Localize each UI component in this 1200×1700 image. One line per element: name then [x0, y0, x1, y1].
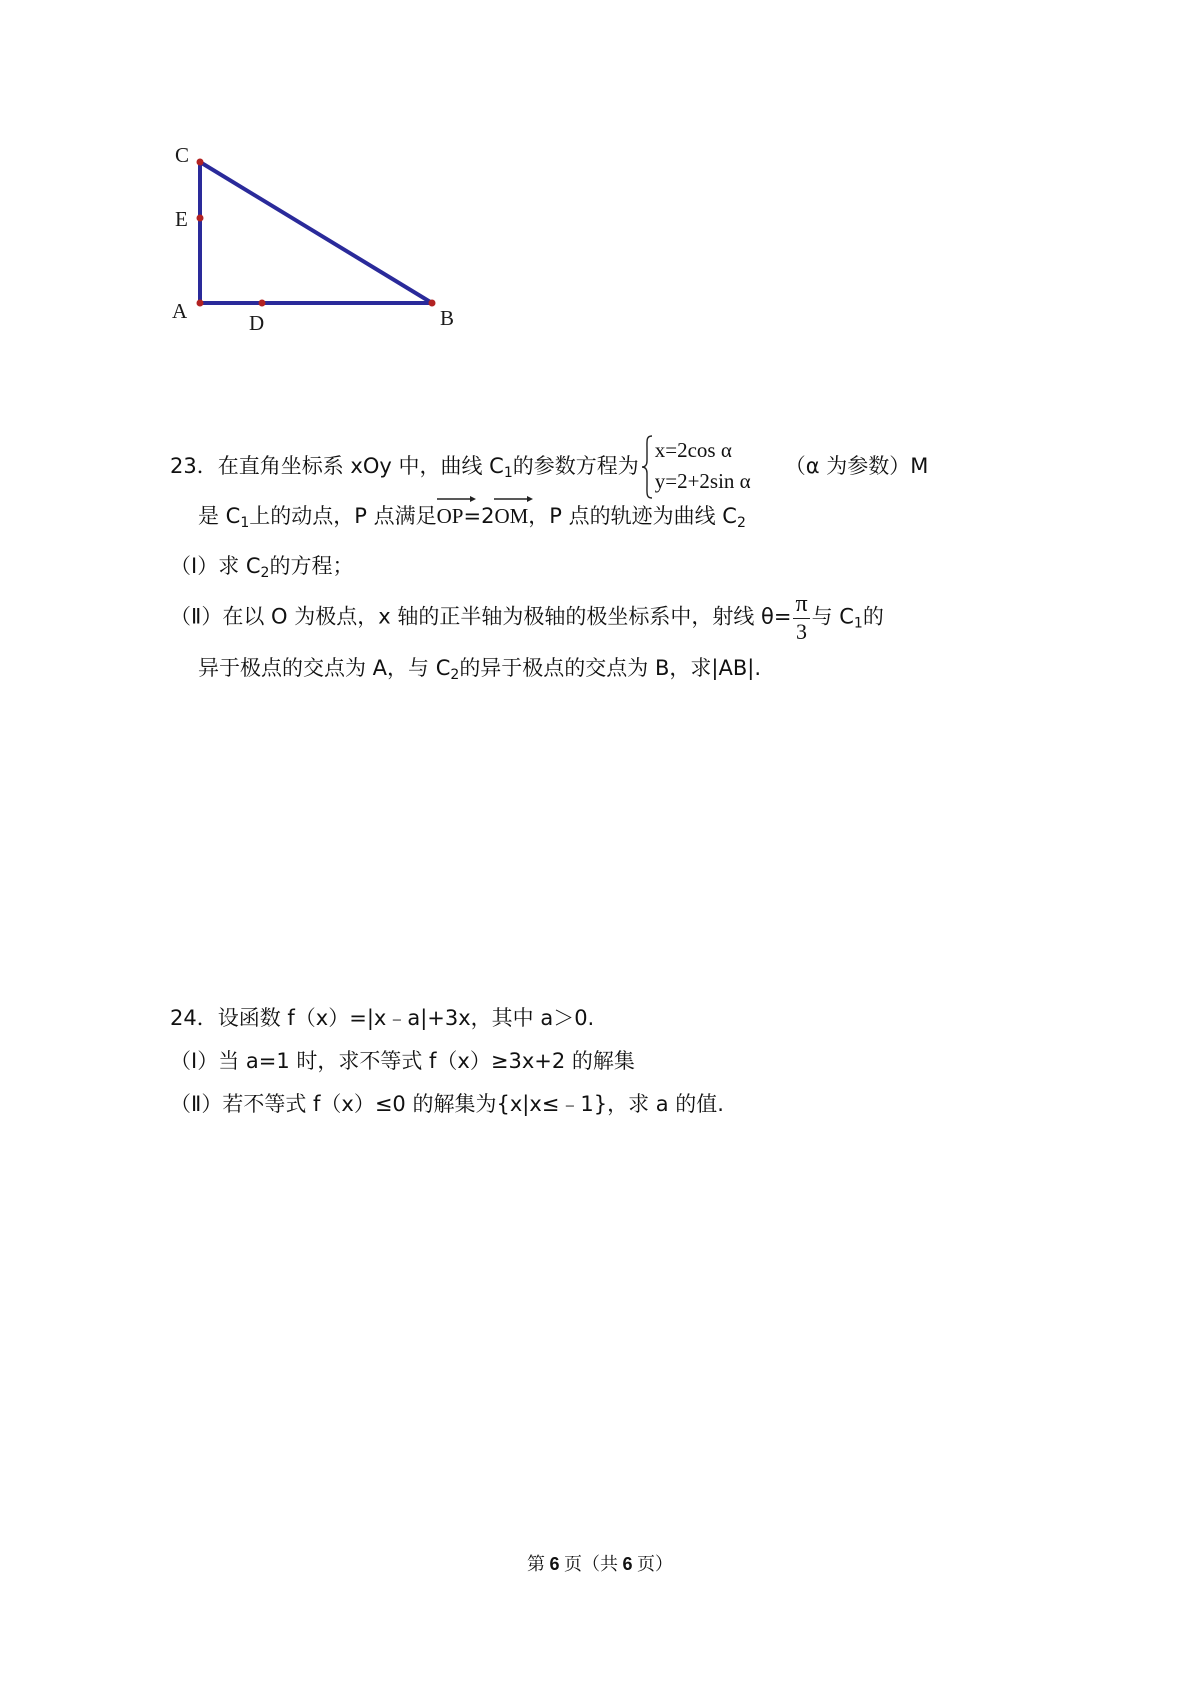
footer-total-pages: 6: [622, 1554, 633, 1574]
param-eq-y: y=2+2sin α: [654, 469, 751, 493]
triangle-figure: [172, 140, 475, 370]
q23-line5-sub: 2: [450, 667, 460, 683]
q23-line2-b: 上的动点，P 点满足: [249, 504, 437, 528]
footer-pre: 第: [526, 1554, 550, 1574]
q23-part1-a: 求 C: [218, 554, 261, 578]
vertex-a: [197, 300, 204, 307]
label-c: C: [175, 143, 190, 167]
vector-arrow-icon: [494, 495, 534, 503]
q23-sub-1: 1: [503, 465, 513, 481]
parametric-system: [641, 435, 781, 499]
q24-part1: [170, 1046, 635, 1076]
vector-om: [494, 501, 528, 531]
q23-line2-sub2: 2: [736, 515, 746, 531]
vertex-b: [429, 300, 436, 307]
q24-part2: [170, 1089, 724, 1119]
q24-number: 24．: [170, 1006, 218, 1030]
q24-stem-text: 设函数 f（x）=|x﹣a|+3x，其中 a＞0.: [217, 1006, 595, 1030]
q23-part1: [170, 551, 353, 581]
fraction-pi-over-3: [793, 592, 809, 643]
point-d: [259, 300, 266, 307]
q23-line2-c: ，P 点的轨迹为曲线 C: [528, 504, 737, 528]
footer-post: 页）: [632, 1554, 674, 1574]
label-a: A: [172, 299, 188, 323]
q23-number: 23．: [170, 454, 218, 478]
footer-mid: 页（共: [559, 1554, 623, 1574]
label-b: B: [440, 306, 455, 330]
vector-op-label: OP: [436, 504, 464, 528]
label-e: E: [175, 207, 188, 231]
fraction-numerator: π: [795, 591, 808, 617]
vector-om-label: OM: [494, 504, 529, 528]
vertex-c: [197, 159, 204, 166]
q24-stem: [170, 1003, 594, 1033]
edge-cb: [200, 162, 432, 303]
q23-part2-label: （Ⅱ）: [170, 604, 223, 629]
triangle-diagram: [172, 140, 475, 370]
q23-part1-b: 的方程；: [269, 554, 354, 578]
left-brace-icon: [641, 435, 653, 499]
vector-eq: =2: [463, 504, 495, 528]
footer-page-number: 6: [549, 1554, 560, 1574]
q23-text-b: 的参数方程为: [512, 454, 639, 478]
vector-op: [437, 501, 464, 531]
q24-part1-text: （Ⅰ）当 a=1 时，求不等式 f（x）≥3x+2 的解集: [170, 1049, 635, 1073]
q23-part1-sub: 2: [260, 565, 270, 581]
q23-part2-a: 在以 O 为极点，x 轴的正半轴为极轴的极坐标系中，射线 θ=: [222, 604, 792, 629]
fraction-denominator: 3: [796, 619, 808, 644]
q23-line2-a: 是 C: [198, 504, 241, 528]
q23-part2-b: 与 C: [811, 604, 854, 629]
q23-line2-sub1: 1: [240, 515, 250, 531]
q23-line2: [198, 501, 746, 531]
vector-arrow-icon: [437, 495, 477, 503]
q23-part2-c: 的: [862, 604, 884, 629]
q23-part2-sub: 1: [853, 615, 863, 632]
param-eq-x: x=2cos α: [654, 438, 732, 462]
q23-line5: [198, 653, 761, 683]
q23-line5-a: 异于极点的交点为 A，与 C: [198, 656, 451, 680]
q23-text-c: （α 为参数）M: [784, 454, 929, 478]
q23-part1-label: （Ⅰ）: [170, 554, 219, 578]
page-footer: [0, 1550, 1200, 1576]
point-e: [197, 215, 204, 222]
q24-part2-text: （Ⅱ）若不等式 f（x）≤0 的解集为{x|x≤﹣1}，求 a 的值.: [170, 1092, 724, 1116]
q23-line1: [170, 435, 928, 499]
q23-part2: [170, 592, 884, 643]
q23-text-a: 在直角坐标系 xOy 中，曲线 C: [217, 454, 504, 478]
q23-line5-b: 的异于极点的交点为 B，求|AB|.: [459, 656, 761, 680]
label-d: D: [249, 311, 265, 335]
